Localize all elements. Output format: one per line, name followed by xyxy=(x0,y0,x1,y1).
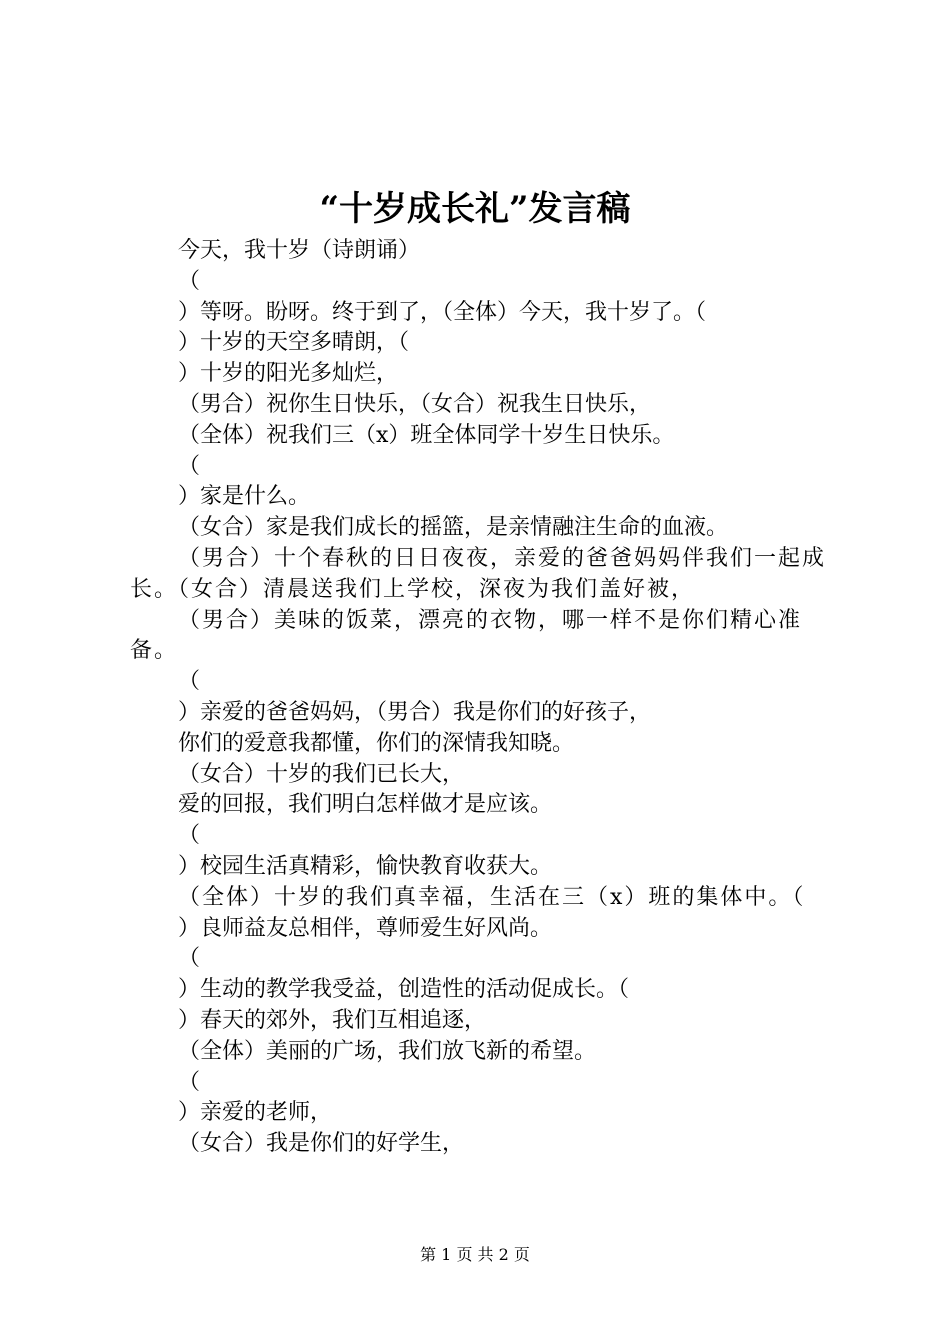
page-number: 第 1 页 共 2 页 xyxy=(420,1245,530,1264)
paragraph: （全体）祝我们三（x）班全体同学十岁生日快乐。 xyxy=(178,422,675,448)
paragraph: 爱的回报，我们明白怎样做才是应该。 xyxy=(178,792,553,818)
paragraph: （ xyxy=(178,1069,201,1095)
paragraph: （ xyxy=(178,453,201,479)
paragraph: ）十岁的天空多晴朗，（ xyxy=(178,330,410,356)
paragraph: （全体）十岁的我们真幸福，生活在三（x）班的集体中。（ xyxy=(178,884,806,910)
paragraph: 今天，我十岁（诗朗诵） xyxy=(178,238,421,263)
paragraph: （ xyxy=(178,669,201,695)
paragraph: （男合）祝你生日快乐，（女合）祝我生日快乐， xyxy=(178,391,652,417)
paragraph: ）校园生活真精彩，愉快教育收获大。 xyxy=(178,853,553,879)
paragraph: ）生动的教学我受益，创造性的活动促成长。（ xyxy=(178,977,630,1003)
paragraph: ）亲爱的老师， xyxy=(178,1100,333,1126)
document-title: “十岁成长礼”发言稿 xyxy=(319,189,631,229)
paragraph: 你们的爱意我都懂，你们的深情我知晓。 xyxy=(178,730,575,756)
paragraph: （女合）十岁的我们已长大， xyxy=(178,761,465,787)
paragraph: （男合）十个春秋的日日夜夜，亲爱的爸爸妈妈伴我们一起成长。（女合）清晨送我们上学校，深夜为我们盖好被， xyxy=(130,545,827,602)
document-body xyxy=(130,236,840,1160)
paragraph: ）家是什么。 xyxy=(178,484,311,510)
paragraph: （ xyxy=(178,946,201,972)
paragraph: （男合）美味的饭菜，漂亮的衣物，哪一样不是你们精心准备。 xyxy=(130,607,803,664)
paragraph: ）春天的郊外，我们互相追逐， xyxy=(178,1007,487,1033)
paragraph: （ xyxy=(178,823,201,849)
paragraph: ）亲爱的爸爸妈妈，（男合）我是你们的好孩子， xyxy=(178,699,652,725)
paragraph: ）良师益友总相伴，尊师爱生好风尚。 xyxy=(178,915,553,941)
paragraph: （女合）我是你们的好学生， xyxy=(178,1131,465,1157)
paragraph: （女合）家是我们成长的摇篮，是亲情融注生命的血液。 xyxy=(178,515,729,541)
paragraph: ）十岁的阳光多灿烂， xyxy=(178,361,399,387)
paragraph: ）等呀。盼呀。终于到了，（全体）今天，我十岁了。（ xyxy=(178,299,707,325)
paragraph: （全体）美丽的广场，我们放飞新的希望。 xyxy=(178,1038,597,1064)
paragraph: （ xyxy=(178,268,201,294)
